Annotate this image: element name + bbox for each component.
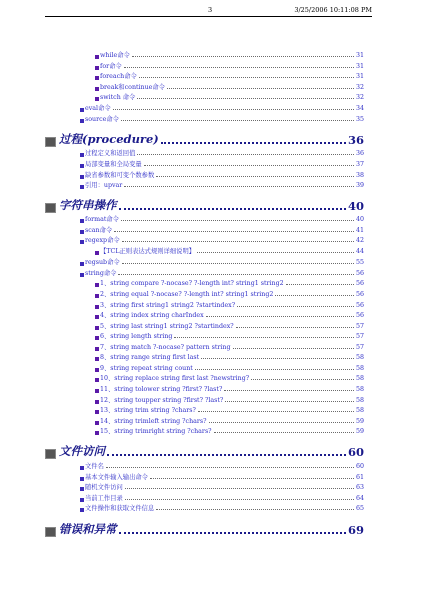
toc-entry[interactable] xyxy=(95,299,364,309)
toc-entry-page: 31 xyxy=(355,52,364,59)
toc-entry-page: 31 xyxy=(355,73,364,80)
toc-entry-label: break和continue命令 xyxy=(100,83,165,91)
toc-entry[interactable] xyxy=(80,179,364,189)
dot-leader xyxy=(107,454,346,456)
toc-entry[interactable] xyxy=(95,372,364,382)
toc-entry[interactable] xyxy=(95,362,364,372)
toc-entry-page: 35 xyxy=(355,115,364,123)
dot-leader xyxy=(121,220,354,221)
toc-entry-label: 字符串操作 xyxy=(59,198,117,212)
toc-entry-label: 过程(procedure) xyxy=(59,132,159,146)
toc-entry-label: 3、string first string1 string2 ?startindex? xyxy=(100,301,236,309)
dot-leader xyxy=(209,422,354,423)
dot-leader xyxy=(156,509,354,510)
toc-entry-label: 14、string trimleft string ?chars? xyxy=(100,417,207,425)
toc-chapter-entry[interactable] xyxy=(45,441,364,459)
bullet-square-icon xyxy=(95,421,99,425)
dot-leader xyxy=(125,499,354,500)
toc-entry[interactable] xyxy=(80,113,364,123)
toc-entry-page: 56 xyxy=(355,291,364,298)
toc-entry-label: source命令 xyxy=(85,115,119,123)
bullet-square-icon xyxy=(95,336,99,340)
toc-entry-label: 12、string toupper string ?first? ?last? xyxy=(100,396,224,404)
bullet-square-icon xyxy=(95,400,99,404)
dot-leader xyxy=(106,467,354,468)
toc-entry[interactable] xyxy=(80,267,364,277)
toc-entry[interactable] xyxy=(80,213,364,223)
dot-leader xyxy=(214,432,354,433)
toc-entry-label: 15、string trimright string ?chars? xyxy=(100,428,212,435)
toc-entry-page: 56 xyxy=(355,269,364,277)
bullet-square-icon xyxy=(80,262,84,266)
toc-entry[interactable] xyxy=(95,309,364,319)
bullet-square-icon xyxy=(95,315,99,319)
toc-entry[interactable] xyxy=(95,49,364,59)
toc-entry-label: 过程定义和返回值 xyxy=(85,150,136,157)
dot-leader xyxy=(139,77,354,78)
toc-entry-page: 63 xyxy=(355,484,364,491)
toc-entry-page: 32 xyxy=(355,83,364,91)
toc-entry-page: 59 xyxy=(355,417,364,425)
toc-entry[interactable] xyxy=(95,341,364,351)
chapter-icon xyxy=(45,527,56,537)
toc-entry-page: 39 xyxy=(355,182,364,189)
toc-entry-label: regsub命令 xyxy=(85,259,120,266)
bullet-square-icon xyxy=(80,185,84,189)
bullet-square-icon xyxy=(95,305,99,309)
toc-entry-page: 40 xyxy=(347,199,364,213)
dot-leader xyxy=(206,316,354,317)
dot-leader xyxy=(236,327,354,328)
toc-entry-page: 40 xyxy=(355,216,364,223)
bullet-square-icon xyxy=(95,368,99,372)
toc-entry[interactable] xyxy=(95,60,364,70)
toc-entry-page: 56 xyxy=(355,280,364,287)
toc-entry[interactable] xyxy=(95,394,364,404)
dot-leader xyxy=(286,284,354,285)
toc-entry-label: 4、string index string charIndex xyxy=(100,312,204,319)
toc-entry-page: 57 xyxy=(355,333,364,340)
toc-entry-page: 57 xyxy=(355,343,364,351)
toc-entry[interactable] xyxy=(80,102,364,112)
toc-entry-page: 57 xyxy=(355,322,364,330)
toc-entry-label: 11、string tolower string ?first? ?last? xyxy=(100,386,223,393)
toc-entry[interactable] xyxy=(95,330,364,340)
bullet-square-icon xyxy=(80,498,84,502)
dot-leader xyxy=(201,358,354,359)
chapter-icon xyxy=(45,137,56,147)
bullet-square-icon xyxy=(95,347,99,351)
dot-leader xyxy=(197,252,354,253)
toc-entry[interactable] xyxy=(80,481,364,491)
toc-chapter-entry[interactable] xyxy=(45,195,364,213)
bullet-square-icon xyxy=(95,55,99,59)
dot-leader xyxy=(119,532,346,534)
toc-entry-page: 58 xyxy=(355,407,364,414)
toc-entry-page: 38 xyxy=(355,171,364,179)
toc-entry-label: 当前工作目录 xyxy=(85,494,123,502)
bullet-square-icon xyxy=(95,357,99,361)
bullet-square-icon xyxy=(80,466,84,470)
toc-entry-page: 36 xyxy=(355,150,364,157)
dot-leader xyxy=(124,186,354,187)
toc-entry-page: 64 xyxy=(355,494,364,502)
toc-entry[interactable] xyxy=(95,245,364,255)
toc-entry-page: 59 xyxy=(355,428,364,435)
toc-entry[interactable] xyxy=(80,224,364,234)
toc-entry[interactable] xyxy=(95,425,364,435)
toc-entry[interactable] xyxy=(95,351,364,361)
dot-leader xyxy=(275,295,354,296)
dot-leader xyxy=(156,176,354,177)
bullet-square-icon xyxy=(80,273,84,277)
toc-entry[interactable] xyxy=(95,277,364,287)
toc-entry[interactable] xyxy=(80,234,364,244)
toc-entry-page: 41 xyxy=(355,226,364,234)
toc-entry-label: 1、string compare ?-nocase? ?-length int? string1 string2 xyxy=(100,280,284,287)
toc-entry-page: 58 xyxy=(355,354,364,361)
toc-entry[interactable] xyxy=(80,460,364,470)
bullet-square-icon xyxy=(95,389,99,393)
toc-entry-label: 5、string last string1 string2 ?startindex? xyxy=(100,322,234,330)
toc-entry[interactable] xyxy=(80,471,364,481)
page-number: 3 xyxy=(208,6,213,14)
toc-entry[interactable] xyxy=(95,415,364,425)
toc-entry-page: 60 xyxy=(355,463,364,470)
dot-leader xyxy=(167,88,354,89)
toc-entry-label: eval命令 xyxy=(85,105,111,112)
toc-entry[interactable] xyxy=(80,147,364,157)
toc-entry-label: 8、string range string first last xyxy=(100,354,200,361)
bullet-square-icon xyxy=(95,97,99,101)
dot-leader xyxy=(118,274,354,275)
toc-entry-label: 【TCL正则表达式规则详细说明】 xyxy=(100,248,196,255)
bullet-square-icon xyxy=(95,326,99,330)
toc-entry-label: 10、string replace string first last ?newstring? xyxy=(100,375,250,382)
toc-entry-label: switch 命令 xyxy=(100,94,136,101)
toc-entry[interactable] xyxy=(95,383,364,393)
dot-leader xyxy=(195,369,354,370)
dot-leader xyxy=(137,98,354,99)
bullet-square-icon xyxy=(95,87,99,91)
bullet-square-icon xyxy=(95,378,99,382)
bullet-square-icon xyxy=(95,410,99,414)
bullet-square-icon xyxy=(80,153,84,157)
toc-entry-page: 31 xyxy=(355,62,364,70)
toc-entry-label: scan命令 xyxy=(85,226,113,234)
toc-entry-label: 随机文件访问 xyxy=(85,484,123,491)
toc-entry-page: 58 xyxy=(355,375,364,382)
bullet-square-icon xyxy=(80,164,84,168)
toc-entry[interactable] xyxy=(80,492,364,502)
bullet-square-icon xyxy=(80,240,84,244)
dot-leader xyxy=(113,109,354,110)
toc-entry-label: 7、string match ?-nocase? pattern string xyxy=(100,343,231,351)
toc-entry-page: 55 xyxy=(355,259,364,266)
bullet-square-icon xyxy=(80,508,84,512)
toc-entry-label: 9、string repeat string count xyxy=(100,364,193,372)
toc-entry-page: 36 xyxy=(347,133,364,147)
bullet-square-icon xyxy=(80,108,84,112)
toc-entry[interactable] xyxy=(95,320,364,330)
dot-leader xyxy=(233,348,354,349)
toc-entry[interactable] xyxy=(80,158,364,168)
toc-entry-page: 58 xyxy=(355,364,364,372)
bullet-square-icon xyxy=(80,119,84,123)
toc-entry-page: 37 xyxy=(355,161,364,168)
toc-entry[interactable] xyxy=(95,81,364,91)
toc-entry-page: 58 xyxy=(355,396,364,404)
toc-entry-page: 61 xyxy=(355,473,364,481)
dot-leader xyxy=(150,478,354,479)
bullet-square-icon xyxy=(80,477,84,481)
bullet-square-icon xyxy=(80,487,84,491)
toc-chapter-entry[interactable] xyxy=(45,519,364,537)
toc-entry-label: 6、string length string xyxy=(100,333,173,340)
toc-entry-label: 缺省参数和可变个数参数 xyxy=(85,171,155,179)
bullet-square-icon xyxy=(80,230,84,234)
dot-leader xyxy=(132,56,354,57)
toc-entry-label: 错误和异常 xyxy=(59,522,117,536)
toc-entry-page: 58 xyxy=(355,386,364,393)
toc-entry-label: 局部变量和全局变量 xyxy=(85,161,142,168)
print-datetime: 3/25/2006 10:11:08 PM xyxy=(294,6,372,14)
toc-entry[interactable] xyxy=(95,70,364,80)
toc-entry-label: while命令 xyxy=(100,52,130,59)
toc-entry-page: 60 xyxy=(347,445,364,459)
bullet-square-icon xyxy=(95,76,99,80)
toc-entry-label: for命令 xyxy=(100,62,122,70)
toc-entry-page: 69 xyxy=(347,523,364,537)
toc-entry-label: format命令 xyxy=(85,216,119,223)
toc-entry[interactable] xyxy=(80,256,364,266)
toc-entry-label: 2、string equal ?-nocase? ?-length int? string1 string2 xyxy=(100,291,274,298)
toc-entry-page: 56 xyxy=(355,312,364,319)
toc-entry-page: 34 xyxy=(355,105,364,112)
toc-entry-label: 文件操作和获取文件信息 xyxy=(85,505,155,512)
bullet-square-icon xyxy=(95,66,99,70)
toc-entry[interactable] xyxy=(80,169,364,179)
toc-entry-label: 文件名 xyxy=(85,463,104,470)
dot-leader xyxy=(121,120,354,121)
dot-leader xyxy=(225,401,354,402)
toc-entry-label: regexp命令 xyxy=(85,237,120,244)
bullet-square-icon xyxy=(80,219,84,223)
toc-entry-label: 基本文件输入输出命令 xyxy=(85,473,148,481)
toc-entry-page: 44 xyxy=(355,248,364,255)
chapter-icon xyxy=(45,203,56,213)
dot-leader xyxy=(122,263,354,264)
bullet-square-icon xyxy=(95,283,99,287)
bullet-square-icon xyxy=(95,251,99,255)
dot-leader xyxy=(174,337,354,338)
toc-entry-page: 32 xyxy=(355,94,364,101)
dot-leader xyxy=(237,306,354,307)
dot-leader xyxy=(124,67,354,68)
toc-entry[interactable] xyxy=(80,502,364,512)
dot-leader xyxy=(114,231,354,232)
dot-leader xyxy=(137,154,354,155)
dot-leader xyxy=(122,241,354,242)
page-header xyxy=(0,3,424,17)
dot-leader xyxy=(251,379,354,380)
toc-entry-label: 引用：upvar xyxy=(85,182,123,189)
toc-entry-label: 13、string trim string ?chars? xyxy=(100,407,196,414)
dot-leader xyxy=(119,208,346,210)
toc-entry[interactable] xyxy=(95,404,364,414)
bullet-square-icon xyxy=(95,294,99,298)
dot-leader xyxy=(125,488,354,489)
toc-chapter-entry[interactable] xyxy=(45,129,364,147)
dot-leader xyxy=(144,165,354,166)
bullet-square-icon xyxy=(95,431,99,435)
toc-entry-label: 文件访问 xyxy=(59,444,105,458)
toc-entry-label: string命令 xyxy=(85,269,117,277)
dot-leader xyxy=(198,411,354,412)
header-rule xyxy=(45,16,372,17)
toc-entry-page: 56 xyxy=(355,301,364,309)
toc-entry-page: 42 xyxy=(355,237,364,244)
dot-leader xyxy=(161,142,346,144)
dot-leader xyxy=(224,390,354,391)
toc-entry-label: foreach命令 xyxy=(100,73,137,80)
toc-entry[interactable] xyxy=(95,288,364,298)
toc-entry-page: 65 xyxy=(355,505,364,512)
toc-entry[interactable] xyxy=(95,91,364,101)
bullet-square-icon xyxy=(80,175,84,179)
chapter-icon xyxy=(45,449,56,459)
